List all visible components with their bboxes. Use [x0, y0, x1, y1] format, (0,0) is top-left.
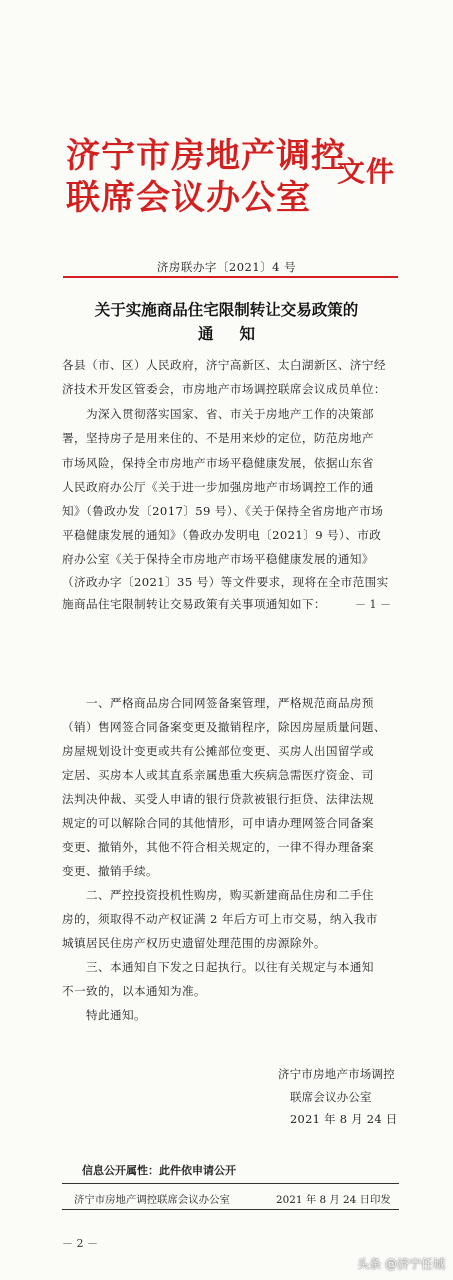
body-line: （济政办字〔2021〕35 号）等文件要求，现将在全市范围实: [62, 575, 389, 589]
footer-divider-top: [62, 1183, 399, 1184]
body-line: 定居、买房本人或其直系亲属患重大疾病急需医疗资金、司: [62, 768, 374, 782]
body-line: 署，坚持房子是用来住的、不是用来炒的定位，防范房地产: [62, 431, 374, 445]
body-line: 平稳健康发展的通知》（鲁政办发明电〔2021〕9 号）、市政: [62, 528, 382, 542]
document-number: 济房联办字〔2021〕4 号: [156, 260, 297, 274]
body-line: 各县（市、区）人民政府，济宁高新区、太白湖新区、济宁经: [62, 358, 386, 372]
document-title-line1: 关于实施商品住宅限制转让交易政策的: [94, 300, 359, 319]
body-line: 二、严控投资投机性购房，购买新建商品住房和二手住: [62, 888, 374, 902]
body-line: 不一致的，以本通知为准。: [62, 984, 206, 998]
footer-divider-bottom: [62, 1209, 399, 1210]
body-line: （销）售网签合同备案变更及撤销程序，除因房屋质量问题、: [62, 720, 386, 734]
body-line: 特此通知。: [62, 1008, 146, 1022]
body-line: 一、严格商品房合同网签备案管理，严格规范商品房预: [62, 696, 374, 710]
body-line: 规定的可以解除合同的其他情形，可申请办理网签合同备案: [62, 816, 374, 830]
body-line: 变更、撤销手续。: [62, 864, 158, 878]
body-line: 城镇居民住房产权历史遗留处理范围的房源除外。: [62, 936, 326, 950]
body-line: 知》（鲁政办发〔2017〕59 号）、《关于保持全省房地产市场: [62, 504, 384, 518]
issuing-org-line1: 济宁市房地产调控: [66, 136, 346, 176]
footer-issuer: 济宁市房地产调控联席会议办公室: [74, 1194, 230, 1206]
body-line: 房屋规划设计变更或共有公摊部位变更、买房人出国留学或: [62, 744, 374, 758]
page-number: － 2 －: [62, 1237, 98, 1250]
body-line: 房的，须取得不动产权证满 2 年后方可上市交易，纳入我市: [62, 912, 378, 926]
source-watermark: 头条 @济宁任城: [357, 1257, 445, 1271]
signature-org-line2: 联席会议办公室: [290, 1090, 372, 1104]
page-number: － 1 －: [355, 598, 391, 611]
doc-type-label: 文件: [337, 155, 396, 188]
issuing-org-line2: 联席会议办公室: [66, 178, 311, 218]
footer-print-date: 2021 年 8 月 24 日印发: [276, 1194, 391, 1206]
signature-org-line1: 济宁市房地产市场调控: [278, 1067, 395, 1081]
body-line: 法判决仲裁、买受人申请的银行贷款被银行拒贷、法律法规: [62, 792, 374, 806]
body-line: 为深入贯彻落实国家、省、市关于房地产工作的决策部: [62, 407, 374, 421]
body-line: 变更、撤销外，其他不符合相关规定的，一律不得办理备案: [62, 840, 374, 854]
document-title-line2: 通知: [197, 324, 281, 343]
body-line: 济技术开发区管委会，市房地产市场调控联席会议成员单位：: [62, 382, 386, 396]
body-line: 人民政府办公厅《关于进一步加强房地产市场调控工作的通: [62, 480, 374, 494]
body-line: 府办公室《关于保持全市房地产市场平稳健康发展的通知》: [62, 552, 374, 566]
disclosure-attribute: 信息公开属性：此件依申请公开: [82, 1164, 236, 1177]
body-line: 施商品住宅限制转让交易政策有关事项通知如下：: [62, 597, 326, 611]
body-line: 三、本通知自下发之日起执行。以往有关规定与本通知: [62, 960, 374, 974]
body-line: 市场风险，保持全市房地产市场平稳健康发展，依据山东省: [62, 456, 374, 470]
signature-date: 2021 年 8 月 24 日: [290, 1112, 398, 1126]
red-divider: [63, 276, 398, 278]
